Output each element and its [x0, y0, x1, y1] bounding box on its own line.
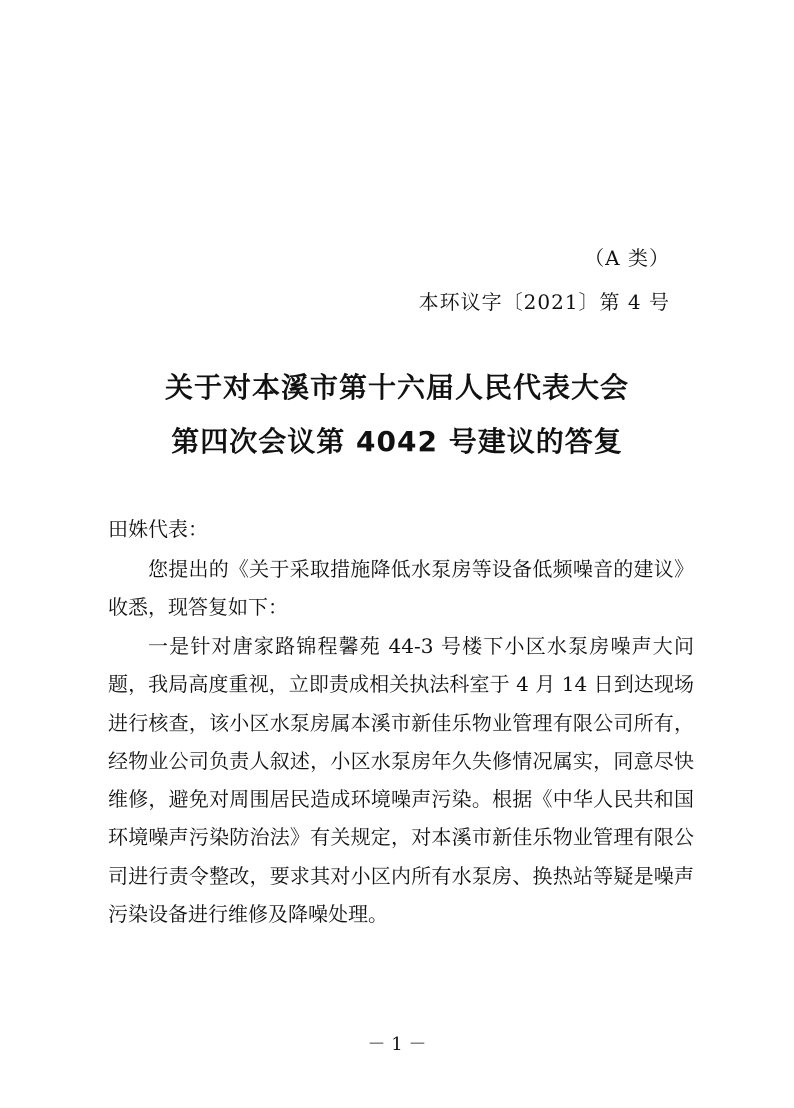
document-number: 本环议字〔2021〕第 4 号 [418, 290, 670, 314]
document-title-line-1: 关于对本溪市第十六届人民代表大会 [164, 371, 629, 404]
classification-label: （A 类） [584, 246, 670, 270]
body-paragraph-2: 一是针对唐家路锦程馨苑 44-3 号楼下小区水泵房噪声大问题，我局高度重视，立即责成相关执法科室于 4 月 14 日到达现场进行核查，该小区水泵房属本溪市新佳乐物业管理有限公司所有，经物业公司负责人叙述，小区水泵房年久失修情况属实，同意尽快维修，避免对周围居民造成环境噪声污染。根据《中华人民共和国环境噪声污染防治法》有关规定，对本溪市新佳乐物业管理有限公司进行责令整改，要求其对小区内所有水泵房、换热站等疑是噪声污染设备进行维修及降噪处理。 [108, 634, 694, 927]
salutation: 田姝代表： [108, 517, 208, 541]
document-title-line-2: 第四次会议第 4042 号建议的答复 [171, 425, 623, 458]
page-number: － 1 － [367, 1034, 427, 1055]
body-paragraph-1: 您提出的《关于采取措施降低水泵房等设备低频噪音的建议》收悉，现答复如下： [108, 557, 694, 620]
